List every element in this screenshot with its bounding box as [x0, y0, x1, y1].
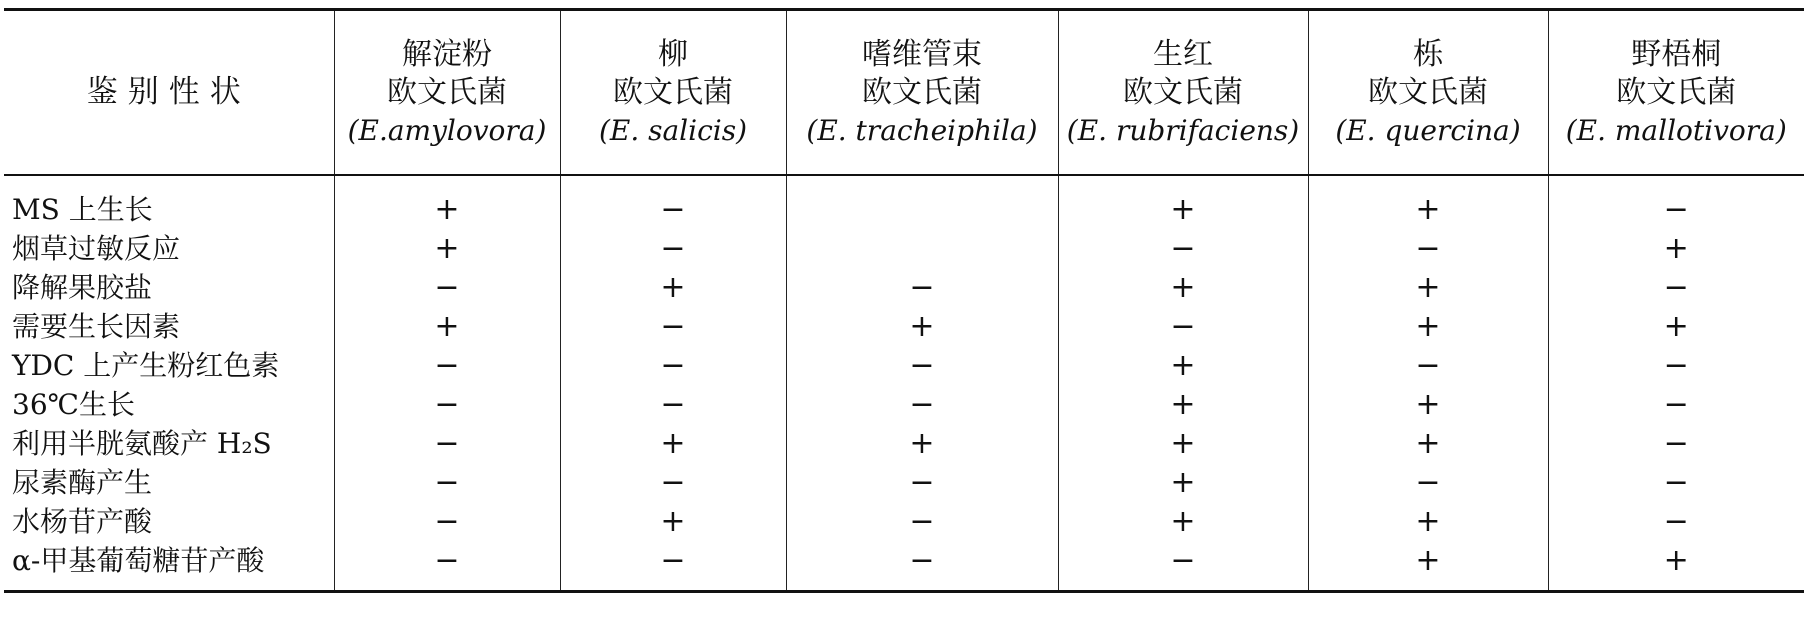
result-sign: −: [1415, 231, 1441, 266]
trait-label: 烟草过敏反应: [12, 232, 181, 265]
trait-label: α-甲基葡萄糖苷产酸: [12, 544, 265, 577]
result-sign: −: [1663, 504, 1689, 539]
result-cell: [786, 346, 1058, 385]
result-cell: [1058, 268, 1308, 307]
identification-table-container: [4, 8, 1804, 593]
result-cell: [1058, 541, 1308, 592]
trait-label: 降解果胶盐: [12, 271, 153, 304]
result-sign: +: [909, 426, 935, 461]
result-cell: [1308, 307, 1548, 346]
result-sign: +: [1415, 270, 1441, 305]
result-sign: −: [909, 270, 935, 305]
header-column-rubrifaciens: [1058, 10, 1308, 176]
result-cell: [1548, 385, 1804, 424]
result-cell: [1058, 424, 1308, 463]
result-cell: [1548, 463, 1804, 502]
result-cell: [334, 502, 560, 541]
table-row: [4, 229, 1804, 268]
result-cell: [1058, 346, 1308, 385]
result-cell: [1548, 175, 1804, 229]
result-cell: [786, 229, 1058, 268]
header-row: [4, 10, 1804, 176]
result-sign: +: [1170, 387, 1196, 422]
identification-table: [4, 8, 1804, 593]
column-cn-genus: 欧文氏菌: [862, 74, 982, 110]
result-sign: +: [1170, 348, 1196, 383]
result-sign: −: [434, 504, 460, 539]
result-sign: −: [1170, 543, 1196, 578]
result-sign: −: [660, 348, 686, 383]
column-cn-name: 嗜维管束: [862, 36, 982, 72]
result-sign: −: [1663, 465, 1689, 500]
result-cell: [786, 175, 1058, 229]
table-body: [4, 175, 1804, 592]
result-sign: −: [434, 465, 460, 500]
result-sign: +: [1415, 192, 1441, 227]
result-sign: −: [1663, 426, 1689, 461]
table-row: [4, 385, 1804, 424]
result-cell: [1058, 307, 1308, 346]
column-latin-name: (E. mallotivora): [1565, 113, 1787, 147]
result-cell: [560, 502, 786, 541]
result-cell: [786, 424, 1058, 463]
result-sign: +: [1415, 387, 1441, 422]
result-sign: +: [1663, 543, 1689, 578]
result-sign: −: [1415, 465, 1441, 500]
result-sign: −: [434, 270, 460, 305]
trait-label: 利用半胱氨酸产 H₂S: [12, 427, 272, 460]
column-cn-genus: 欧文氏菌: [387, 74, 507, 110]
result-sign: +: [909, 309, 935, 344]
result-sign: −: [909, 387, 935, 422]
table-row: [4, 541, 1804, 592]
header-title: 鉴别性状: [86, 74, 251, 110]
result-cell: [1548, 541, 1804, 592]
result-cell: [1548, 307, 1804, 346]
result-sign: −: [909, 465, 935, 500]
trait-label: 尿素酶产生: [12, 466, 153, 499]
result-cell: [334, 175, 560, 229]
column-cn-genus: 欧文氏菌: [1123, 74, 1243, 110]
result-cell: [334, 346, 560, 385]
result-sign: −: [660, 231, 686, 266]
result-cell: [786, 502, 1058, 541]
result-sign: +: [1170, 504, 1196, 539]
result-cell: [1308, 229, 1548, 268]
column-cn-genus: 欧文氏菌: [613, 74, 733, 110]
column-latin-name: (E. salicis): [598, 113, 748, 147]
result-cell: [1308, 175, 1548, 229]
result-sign: +: [1415, 309, 1441, 344]
result-sign: +: [1663, 309, 1689, 344]
result-cell: [560, 463, 786, 502]
result-cell: [1308, 463, 1548, 502]
header-trait-column: [4, 10, 334, 176]
result-cell: [1058, 175, 1308, 229]
result-cell: [786, 541, 1058, 592]
result-cell: [786, 307, 1058, 346]
table-header: [4, 10, 1804, 176]
result-cell: [1548, 268, 1804, 307]
result-cell: [1548, 502, 1804, 541]
result-cell: [334, 424, 560, 463]
result-cell: [1058, 385, 1308, 424]
result-cell: [1548, 424, 1804, 463]
result-cell: [334, 307, 560, 346]
result-cell: [560, 385, 786, 424]
result-cell: [560, 541, 786, 592]
table-row: [4, 346, 1804, 385]
result-sign: +: [434, 192, 460, 227]
column-cn-name: 柳: [658, 36, 688, 72]
header-column-mallotivora: [1548, 10, 1804, 176]
result-sign: −: [909, 504, 935, 539]
result-cell: [1058, 502, 1308, 541]
result-cell: [334, 229, 560, 268]
result-sign: −: [434, 426, 460, 461]
table-row: [4, 175, 1804, 229]
result-sign: +: [1170, 270, 1196, 305]
result-cell: [1058, 463, 1308, 502]
result-sign: +: [660, 270, 686, 305]
result-cell: [1058, 229, 1308, 268]
header-column-salicis: [560, 10, 786, 176]
result-cell: [560, 229, 786, 268]
result-sign: +: [1170, 426, 1196, 461]
result-sign: +: [1415, 504, 1441, 539]
result-sign: −: [660, 387, 686, 422]
result-cell: [1548, 229, 1804, 268]
result-cell: [1308, 385, 1548, 424]
result-sign: +: [1415, 426, 1441, 461]
table-row: [4, 502, 1804, 541]
trait-label: YDC 上产生粉红色素: [12, 349, 280, 382]
result-sign: −: [909, 543, 935, 578]
result-sign: +: [1663, 231, 1689, 266]
result-sign: −: [434, 348, 460, 383]
column-cn-genus: 欧文氏菌: [1616, 74, 1737, 110]
result-sign: +: [434, 309, 460, 344]
result-sign: −: [909, 348, 935, 383]
column-latin-name: (E. tracheiphila): [806, 113, 1038, 147]
header-column-quercina: [1308, 10, 1548, 176]
trait-label: 需要生长因素: [12, 310, 181, 343]
column-cn-name: 解淀粉: [402, 36, 492, 72]
result-sign: −: [1415, 348, 1441, 383]
header-column-tracheiphila: [786, 10, 1058, 176]
result-cell: [560, 175, 786, 229]
result-sign: −: [660, 192, 686, 227]
header-column-amylovora: [334, 10, 560, 176]
trait-label: 36℃生长: [12, 388, 135, 421]
result-cell: [560, 268, 786, 307]
column-latin-name: (E.amylovora): [347, 113, 547, 147]
result-cell: [1308, 346, 1548, 385]
result-sign: +: [660, 426, 686, 461]
table-row: [4, 268, 1804, 307]
result-sign: −: [660, 465, 686, 500]
result-cell: [334, 541, 560, 592]
result-cell: [786, 385, 1058, 424]
result-cell: [1308, 424, 1548, 463]
result-sign: −: [434, 387, 460, 422]
result-cell: [560, 307, 786, 346]
result-sign: −: [1663, 348, 1689, 383]
result-sign: +: [660, 504, 686, 539]
column-cn-name: 野梧桐: [1631, 36, 1722, 72]
result-sign: +: [1170, 192, 1196, 227]
table-row: [4, 424, 1804, 463]
result-sign: −: [434, 543, 460, 578]
result-cell: [334, 463, 560, 502]
table-row: [4, 307, 1804, 346]
result-sign: −: [1663, 192, 1689, 227]
result-cell: [786, 268, 1058, 307]
result-cell: [1308, 502, 1548, 541]
result-cell: [1308, 268, 1548, 307]
column-cn-name: 栎: [1413, 36, 1443, 72]
trait-label: 水杨苷产酸: [12, 505, 153, 538]
column-latin-name: (E. rubrifaciens): [1066, 113, 1300, 147]
result-sign: +: [1170, 465, 1196, 500]
column-latin-name: (E. quercina): [1335, 113, 1521, 147]
result-sign: −: [660, 309, 686, 344]
result-sign: −: [1663, 387, 1689, 422]
result-sign: −: [660, 543, 686, 578]
trait-label: MS 上生长: [12, 193, 153, 226]
column-cn-name: 生红: [1153, 36, 1213, 72]
result-cell: [1308, 541, 1548, 592]
result-sign: −: [1170, 231, 1196, 266]
result-cell: [334, 268, 560, 307]
table-row: [4, 463, 1804, 502]
result-sign: −: [1663, 270, 1689, 305]
result-sign: +: [434, 231, 460, 266]
result-sign: −: [1170, 309, 1196, 344]
result-cell: [560, 346, 786, 385]
result-cell: [560, 424, 786, 463]
result-cell: [1548, 346, 1804, 385]
result-cell: [334, 385, 560, 424]
result-sign: +: [1415, 543, 1441, 578]
result-cell: [786, 463, 1058, 502]
column-cn-genus: 欧文氏菌: [1368, 74, 1488, 110]
